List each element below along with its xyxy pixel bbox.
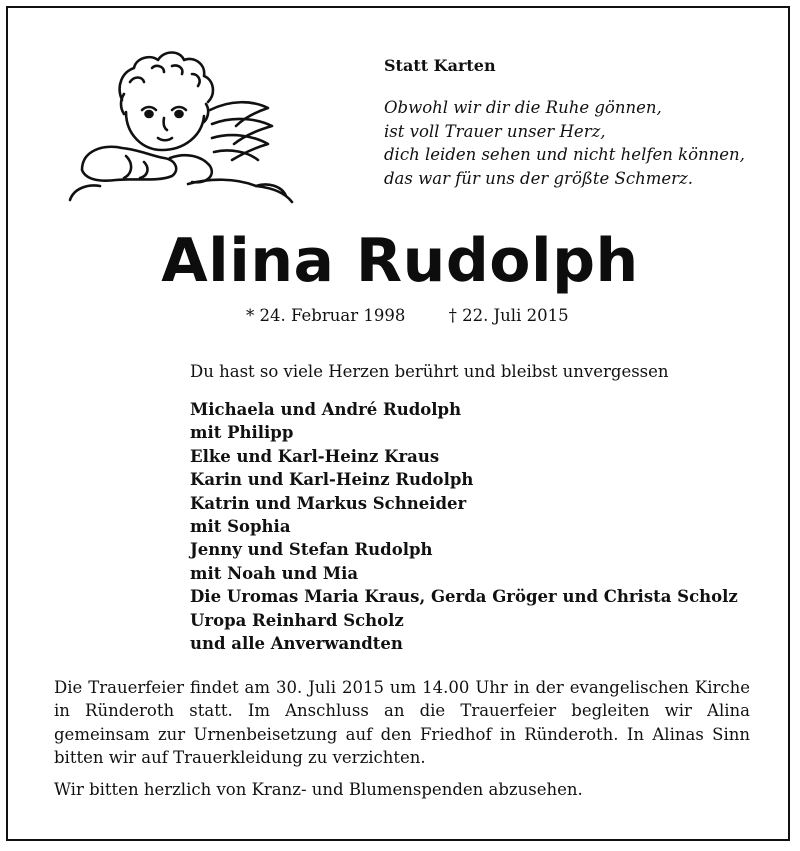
mourner: Katrin und Markus Schneider — [190, 493, 467, 513]
closing-note: Wir bitten herzlich von Kranz- und Blumenspenden abzusehen. — [54, 780, 583, 799]
poem-line: dich leiden sehen und nicht helfen können, — [384, 145, 745, 164]
mourner: mit Sophia — [190, 517, 291, 537]
poem-line: das war für uns der größte Schmerz. — [384, 168, 693, 188]
mourner: Die Uromas Maria Kraus, Gerda Gröger und Christa Scholz — [190, 587, 738, 607]
service-notice: Die Trauerfeier findet am 30. Juli 2015 um 14.00 Uhr in der evangelischen Kirche in Ründeroth statt. Im Anschluss an die Trauerfeier begleiten wir Alina gemeinsam zur Urnenbeisetzung auf den Friedhof in Ründeroth. In Alinas Sinn bitten wir auf Trauerkleidung zu verzichten. — [54, 678, 750, 767]
mourner: Uropa Reinhard Scholz — [190, 610, 404, 630]
deceased-name: Alina Rudolph — [161, 226, 639, 296]
birth-date: * 24. Februar 1998 — [246, 306, 406, 325]
header-label: Statt Karten — [384, 56, 496, 75]
death-date: † 22. Juli 2015 — [448, 306, 569, 325]
life-dates — [246, 306, 569, 325]
memorial-motto: Du hast so viele Herzen berührt und bleibst unvergessen — [190, 362, 669, 381]
mourner: Jenny und Stefan Rudolph — [190, 540, 433, 560]
mourner: mit Noah und Mia — [190, 563, 359, 583]
mourner: mit Philipp — [190, 423, 294, 443]
obituary-card — [6, 6, 790, 841]
poem-line: ist voll Trauer unser Herz, — [384, 121, 606, 141]
mourners-list — [190, 398, 738, 655]
poem — [384, 96, 745, 190]
poem-line: Obwohl wir dir die Ruhe gönnen, — [384, 98, 662, 117]
mourner: Elke und Karl-Heinz Kraus — [190, 446, 440, 466]
mourner: und alle Anverwandten — [190, 634, 403, 654]
cherub-icon — [60, 38, 296, 204]
mourner: Michaela und André Rudolph — [190, 400, 462, 419]
mourner: Karin und Karl-Heinz Rudolph — [190, 470, 474, 490]
